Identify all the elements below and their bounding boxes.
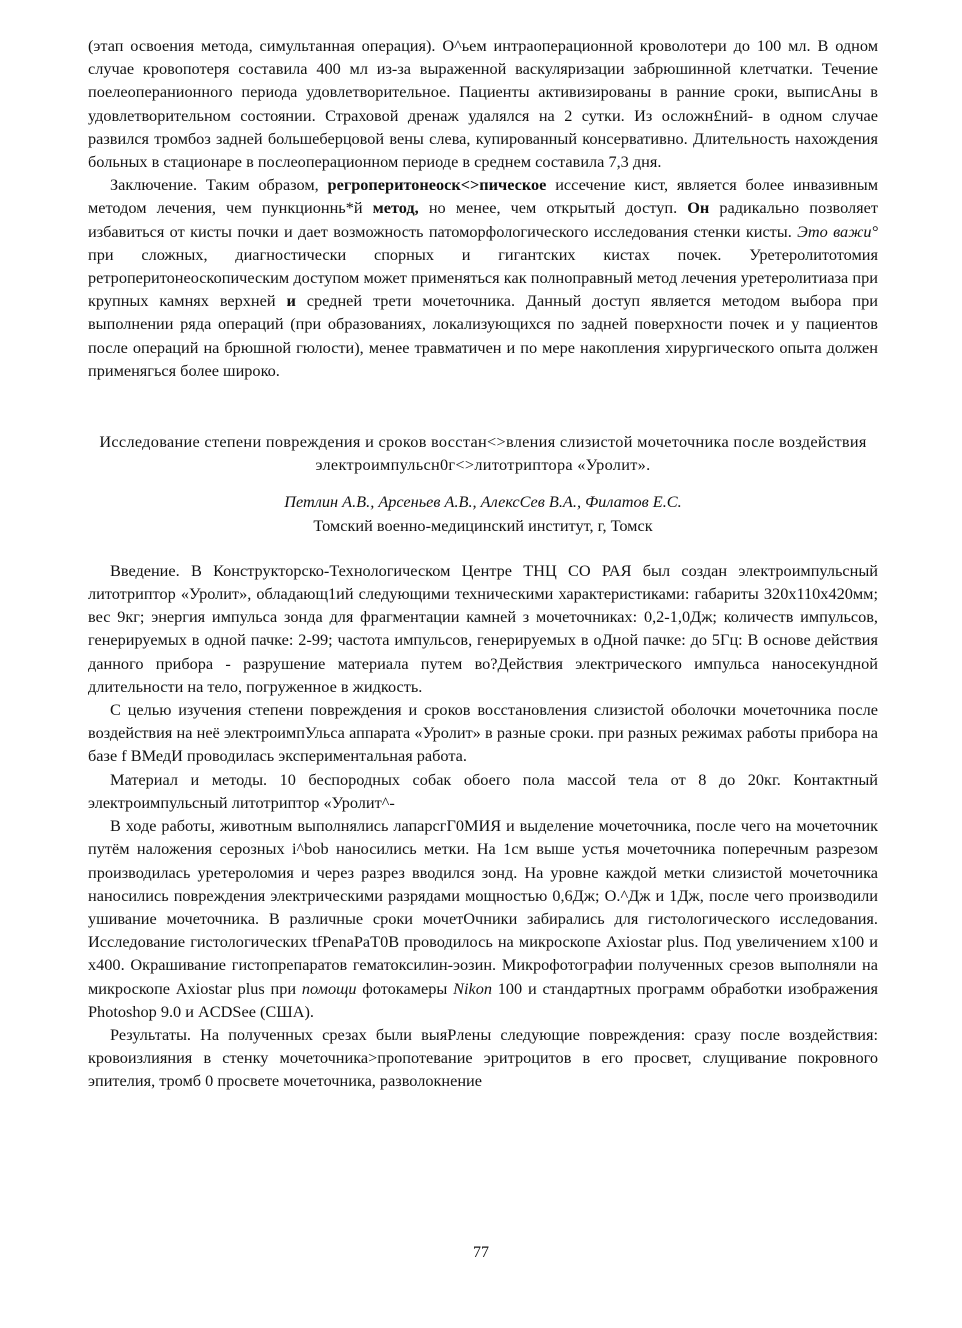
page-number: 77 (473, 1244, 489, 1261)
paragraph-conclusion (88, 173, 878, 382)
paragraph-discussion-end: (этап освоения метода, симультанная операция). О^ьем интраоперационной кроволотери до 100 мл. В одном случае кровопотеря составила 400 мл из-за выраженной васкуляризации забрюшинной клетчатки. Течение поелеоперанионного периода удовлетворительное. Пациенты активизированы в ранние сроки, выписАны в удовлетворительном состоянии. Страховой дренаж удалялся на 2 сутки. Из осложн£ний- в одном случае развился тромбоз задней большеберцовой вены слева, купированный консервативно. Длительность нахождения больных в стационаре в послеоперационном периоде в среднем составила 7,3 дня. (88, 36, 878, 172)
text-run: фотокамеры (356, 978, 454, 998)
text-run: Заключение. Таким образом, (110, 175, 328, 195)
page-body (88, 34, 878, 1093)
paragraph-introduction: Введение. В Конструкторско-Технологическом Центре ТНЦ СО РАЯ был создан электроимпульсный литотриптор «Уролит», обладающ1ий следующими техническими характеристиками: габариты 320x110x420мм; вес 9кг; энергия импульса зонда для фрагментации камней з мочеточниках: 0,2-1,0Дж; количеств импульсов, генерируемых в одной пачке: 2-99; частота импульсов, генерируемых в оДной пачке: до 5Гц: В основе действия данного прибора - разрушение материала путем во?Действия электрического импульса наносекундной длительности на тело, погруженное в жидкость. (88, 560, 878, 696)
section-spacer (88, 382, 878, 430)
paragraph-procedure (88, 814, 878, 1023)
article-authors: Петлин А.В., Арсеньев А.В., АлексСев В.А., Филатов Е.С. (284, 492, 682, 512)
text-run: радикально позволяет избавиться от кисты почки и дает возможность патоморфологического исследования стенки кисты. (88, 198, 878, 241)
italic-term: помощи (301, 978, 357, 998)
text-run: средней трети мочеточника. Данный доступ является методом выбора при выполнении ряда операций (при образованиях, локализующихся по задней поверхности почек и у пациентов после операций на брюшной гюлости), менее травматичен и по мере накопления хирургического опыта должен применягься более широко. (88, 291, 878, 380)
text-run: но менее, чем открытый доступ. (418, 198, 688, 218)
bold-term: Он (687, 198, 710, 218)
text-run: 100 и стандартных программ обработки изображения Photoshop 9.0 и ACDSee (США). (88, 978, 879, 1021)
paragraph-results: Результаты. На полученных срезах были выяРлены следующие повреждения: сразу после воздействия: кровоизлияния в стенку мочеточника>пропотевание эритроцитов в его просвет, слущивание покровного эпителия, тромб 0 просвете мочеточника, разволокнение (88, 1024, 878, 1091)
paragraph-aim: С целью изучения степени повреждения и сроков восстановления слизистой оболочки мочеточника после воздействия на неё электроимпУльса аппарата «Уролит» в разные сроки. при разных режимах работы прибора на базе f ВМедИ проводилась экспериментальная работа. (88, 700, 878, 766)
text-run: иссечение кист, является более инвазивным методом лечения, чем пункционнь*й (88, 175, 878, 218)
bold-term: метод, (372, 198, 419, 218)
header-spacer (88, 537, 878, 559)
paragraph-materials: Материал и методы. 10 беспородных собак обоего пола массой тела от 8 до 20кг. Контактный электроимпульсный литотриптор «Уролит^- (88, 769, 878, 812)
text-run: при сложных, диагностически спорных и гигантских кистах почек. Уретеролитотомия ретроперитонеоскопическим доступом может применяться как полноправный метод лечения уретеролитиаза при крупных камнях верхней (88, 244, 878, 311)
italic-term: Nikon (453, 978, 492, 998)
bold-term: и (286, 291, 296, 311)
bold-term: регроперитонеоск<>пическое (327, 175, 547, 195)
text-run: В ходе работы, животным выполнялись лапарсгГ0МИЯ и выделение мочеточника, после чего на мочеточник путём наложения серозных i^bob наносились метки. На 1см выше устья мочеточника поперечным разрезом производилась уретероломия и через разрез вводился зонд. На уровне каждой метки слизистой мочеточника наносились повреждения электрическими разрядами мощностью 0,6Дж; О.^Дж и 1Дж, после чего производили ушивание мочеточника. В различные сроки мочетОчники забирались для гистологического исследования. Исследование гистологических tfPenaPaT0B проводилось на микроскопе Axiostar plus. Под увеличением x100 и x400. Окрашивание гистопрепаратов гематоксилин-эозин. Микрофотографии полученных срезов выполняли на микроскопе Axiostar plus при (88, 816, 878, 998)
article-affiliation: Томский военно-медицинский институт, г, Томск (313, 515, 653, 535)
title-spacer (88, 476, 878, 490)
article-title: Исследование степени повреждения и сроков восстан<>вления слизистой мочеточника после воздействия электроимпульсн0г<>литотриптора «Уролит». (99, 432, 867, 475)
italic-term: Это важи° (797, 221, 878, 241)
